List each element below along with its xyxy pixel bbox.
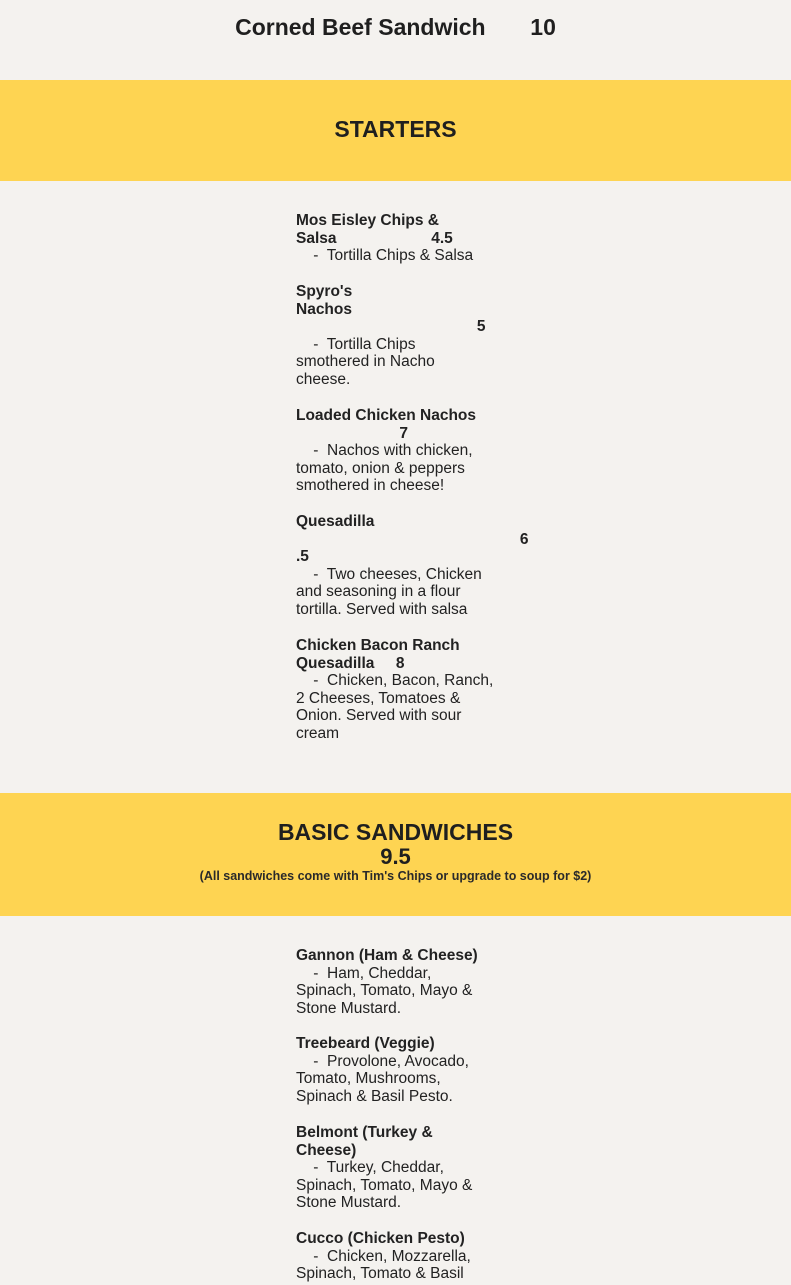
menu-item-name: Treebeard (Veggie) [296, 1035, 435, 1052]
menu-item-name: Belmont (Turkey & Cheese) [296, 1124, 433, 1159]
menu-item-name: Loaded Chicken Nachos 7 [296, 407, 477, 442]
basic-sandwiches-section-header [0, 793, 791, 916]
menu-item-quesadilla [296, 513, 529, 619]
menu-item-description: - Chicken, Mozzarella, Spinach, Tomato & Basil [296, 1247, 471, 1283]
menu-item-description: - Chicken, Bacon, Ranch, 2 Cheeses, Tomatoes & Onion. Served with sour cream [296, 672, 494, 742]
menu-item-name: Gannon (Ham & Cheese) [296, 947, 478, 964]
menu-item-description: - Turkey, Cheddar, Spinach, Tomato, Mayo & Stone Mustard. [296, 1159, 473, 1212]
menu-item-name: Chicken Bacon Ranch Quesadilla 8 [296, 637, 460, 672]
menu-item-name: Cucco (Chicken Pesto) [296, 1230, 465, 1247]
menu-item-gannon [296, 947, 501, 1017]
menu-item-description: - Ham, Cheddar, Spinach, Tomato, Mayo & Stone Mustard. [296, 964, 473, 1017]
menu-item-description: - Nachos with chicken, tomato, onion & peppers smothered in cheese! [296, 442, 473, 495]
starters-section-header [0, 80, 791, 181]
menu-item-belmont [296, 1124, 501, 1212]
menu-item-description: - Provolone, Avocado, Tomato, Mushrooms, Spinach & Basil Pesto. [296, 1052, 469, 1105]
menu-item-name: Mos Eisley Chips & Salsa 4.5 [296, 212, 453, 247]
basic-sandwiches-title: BASIC SANDWICHES [277, 819, 514, 845]
top-menu-item: Corned Beef Sandwich 10 [235, 14, 556, 40]
menu-item-description: - Two cheeses, Chicken and seasoning in a flour tortilla. Served with salsa [296, 565, 482, 618]
basic-sandwiches-price: 9.5 [380, 844, 411, 869]
menu-item-spyros-nachos [296, 283, 501, 389]
basic-sandwiches-note: (All sandwiches come with Tim's Chips or upgrade to soup for $2) [199, 869, 592, 883]
menu-item-mos-eisley [296, 212, 501, 265]
menu-item-name: Quesadilla 6 .5 [296, 513, 529, 566]
menu-item-name: Spyro's Nachos 5 [296, 283, 486, 336]
starters-title: STARTERS [334, 116, 457, 142]
menu-item-treebeard [296, 1035, 501, 1105]
menu-item-chicken-bacon-ranch-quesadilla [296, 637, 501, 743]
menu-item-cucco [296, 1230, 501, 1283]
menu-item-description: - Tortilla Chips smothered in Nacho cheese. [296, 335, 435, 388]
menu-item-loaded-chicken-nachos [296, 407, 501, 495]
menu-item-description: - Tortilla Chips & Salsa [296, 247, 474, 265]
